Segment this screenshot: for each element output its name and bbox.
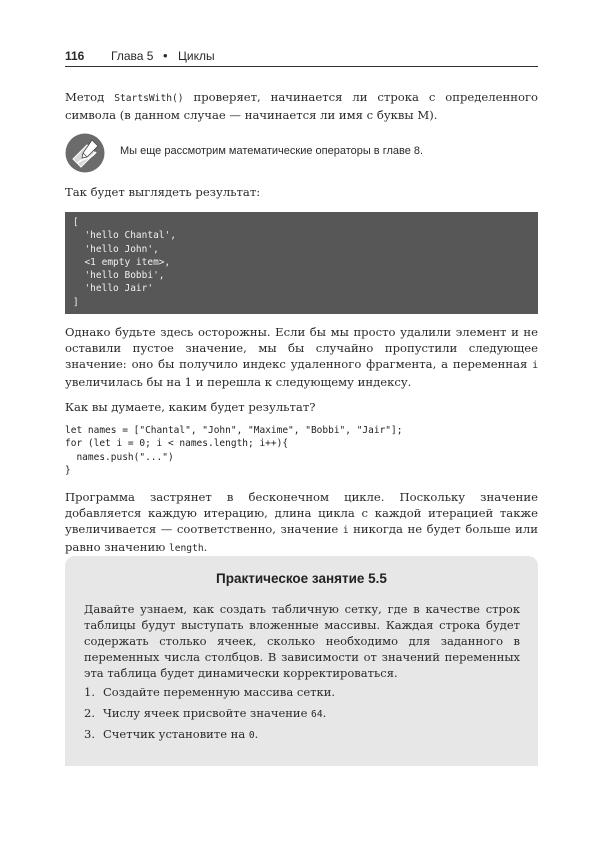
note-callout <box>65 133 538 173</box>
paragraph-infinite-loop: Программа застрянет в бесконечном цикле. Поскольку значение добавляется каждую итерацию, длина цикла с каждой итерацией также увеличивается — соответственно, значение i никогда не будет больше или равно значению length. <box>65 490 538 554</box>
output-code: [ 'hello Chantal', 'hello John', <1 empty item>, 'hello Bobbi', 'hello Jair' ] <box>73 217 176 308</box>
practice-steps <box>84 684 335 747</box>
practice-title: Практическое занятие 5.5 <box>216 571 387 586</box>
loop-code-block: let names = ["Chantal", "John", "Maxime", "Bobbi", "Jair"]; for (let i = 0; i < names.length; i++){ names.push("...") } <box>65 425 403 476</box>
output-code-block <box>65 212 538 314</box>
paragraph-result-intro: Так будет выглядеть результат: <box>65 185 261 199</box>
page-number: 116 <box>65 49 85 63</box>
practice-description: Давайте узнаем, как создать табличную сетку, где в качестве строк таблицы будут выступать вложенные массивы. Каждая строка будет содержать столько ячеек, сколько необходимо для заданного в переменных числа столбцов. В зависимости от значений переменных эта таблица будет динамически корректироваться. <box>84 602 520 680</box>
inline-code: length <box>168 543 204 554</box>
practice-step: 1. Создайте переменную массива сетки. <box>84 685 336 699</box>
inline-code: StartsWith() <box>114 93 184 104</box>
header-separator: • <box>163 48 168 63</box>
practice-step: 2. Числу ячеек присвойте значение 64. <box>84 706 327 720</box>
inline-code: 0 <box>248 730 255 741</box>
practice-step: 3. Счетчик установите на 0. <box>84 727 259 741</box>
paragraph-caution: Однако будьте здесь осторожны. Если бы мы просто удалили элемент и не оставили пустое значение, мы бы случайно пропустили следующее значение: оно бы получило индекс удаленного фрагмента, а переменная i увеличилась бы на 1 и перешла к следующему индексу. <box>65 325 538 389</box>
chapter-label: Глава 5 <box>111 49 154 63</box>
chapter-title: Циклы <box>178 49 215 63</box>
paragraph-startswith: Метод StartsWith() проверяет, начинается ли строка с определенного символа (в данном случае — начинается ли имя с буквы M). <box>65 90 539 122</box>
paragraph-question: Как вы думаете, каким будет результат? <box>65 400 316 414</box>
pencil-on-paper-icon <box>65 133 105 173</box>
practice-box <box>65 556 538 766</box>
inline-code: i <box>342 525 349 536</box>
inline-code: i <box>532 360 538 371</box>
inline-code: 64 <box>311 709 323 720</box>
running-header <box>65 48 538 67</box>
note-text: Мы еще рассмотрим математические операторы в главе 8. <box>120 145 424 157</box>
